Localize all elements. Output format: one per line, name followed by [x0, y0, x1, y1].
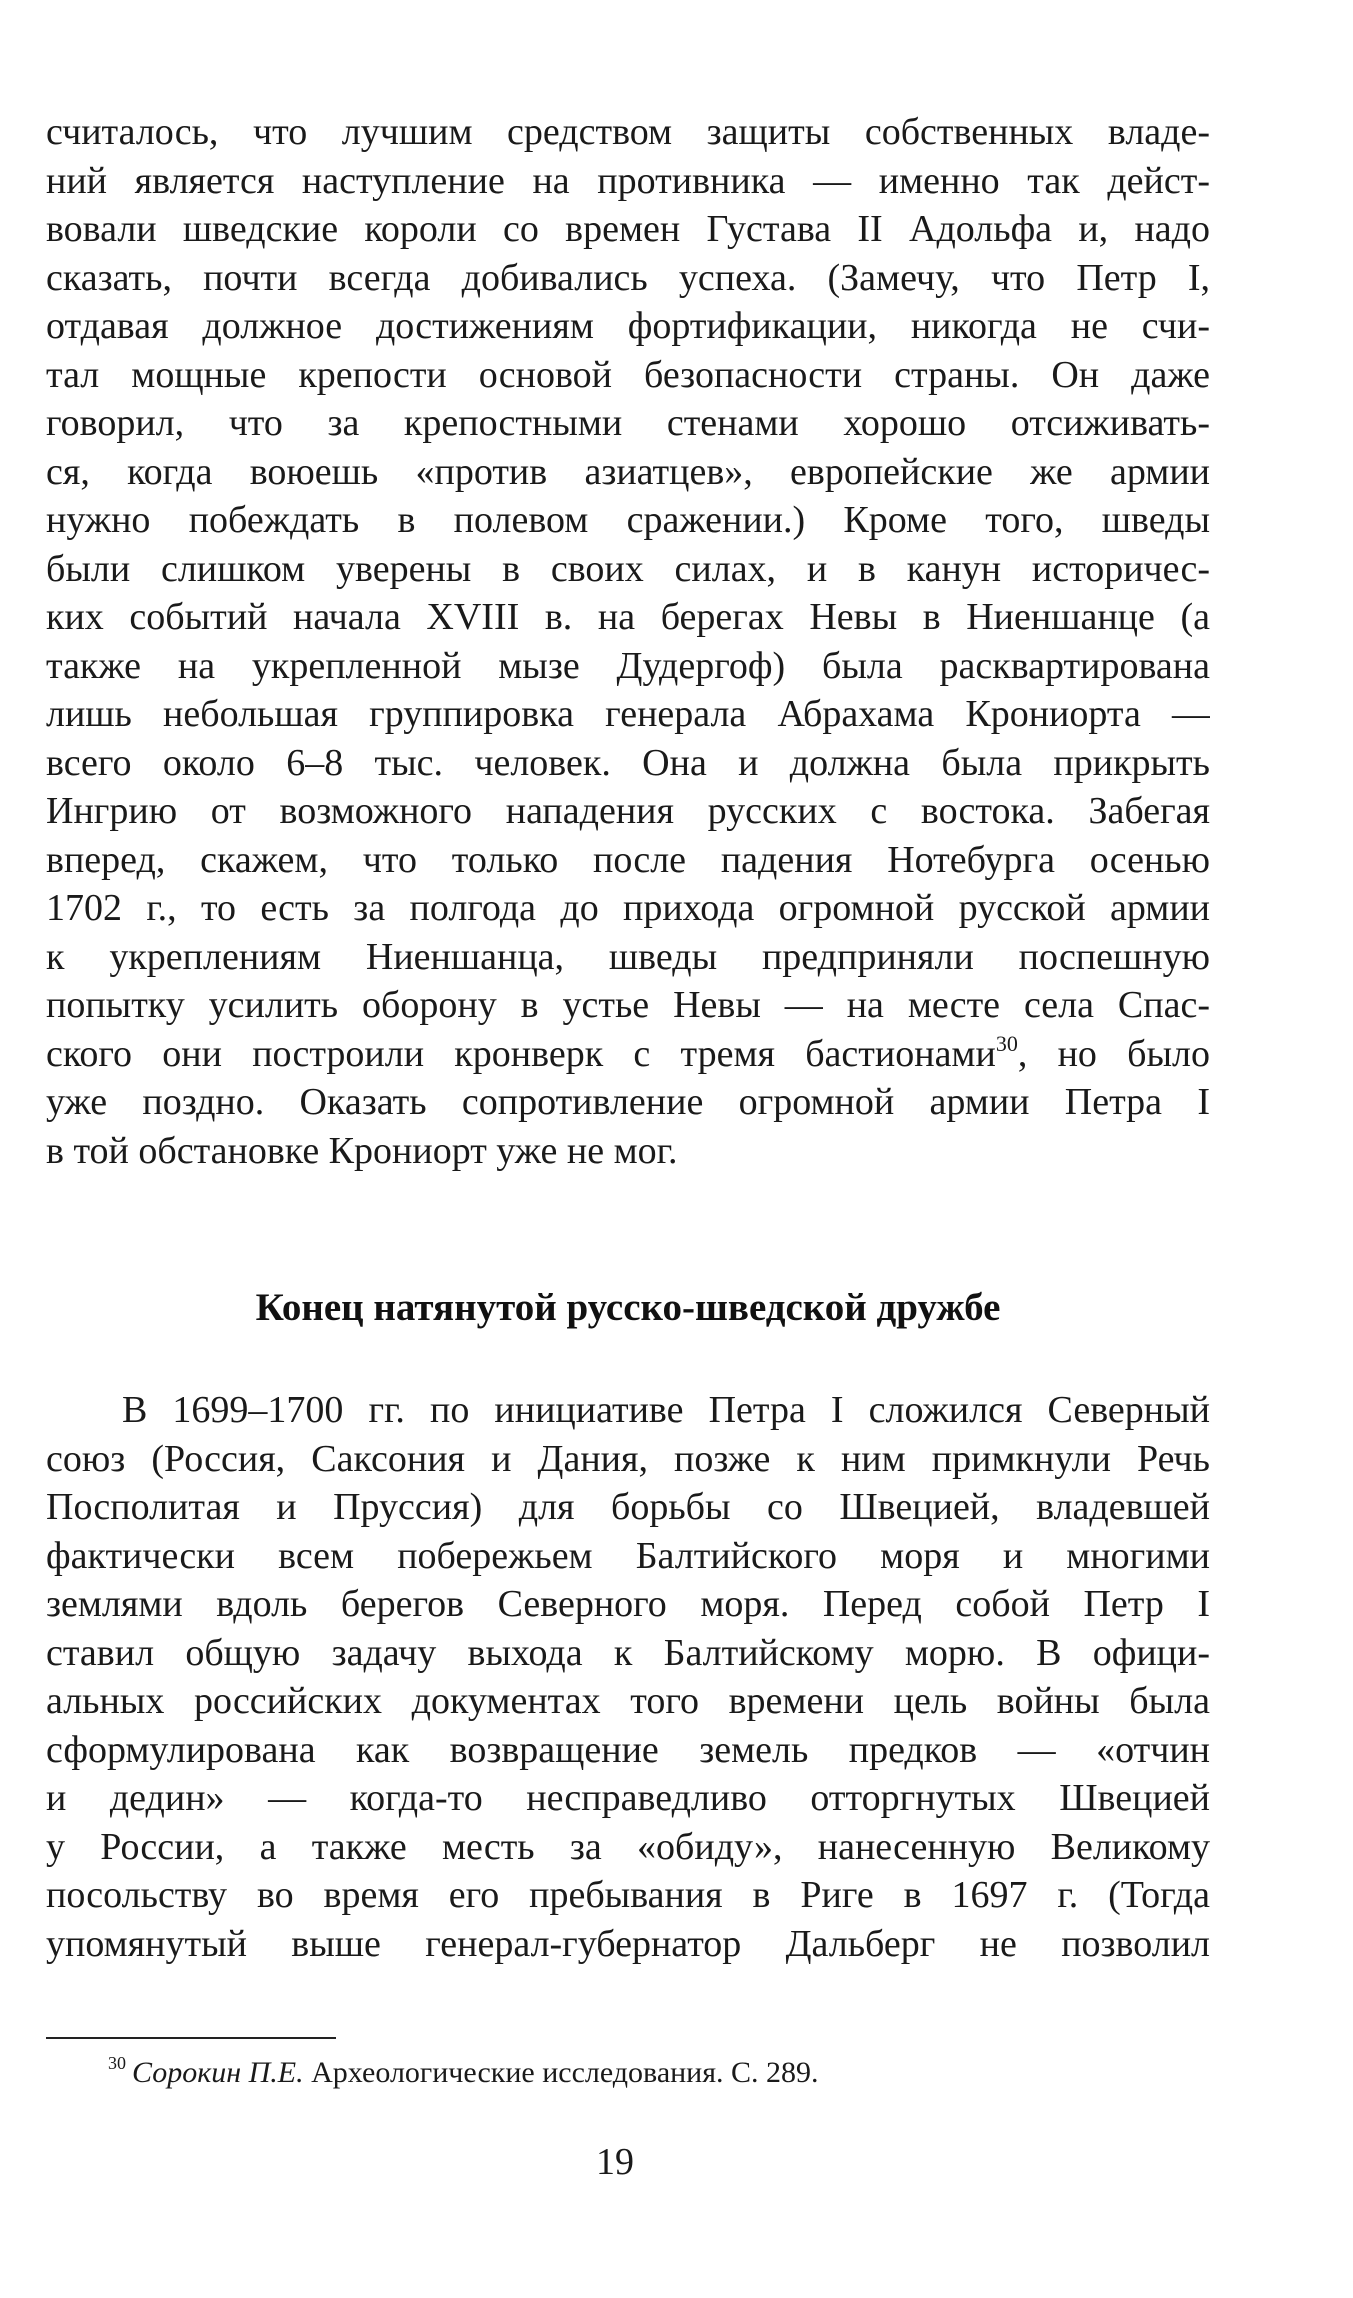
- text-line: вперед, скажем, что только после падения Нотебурга осенью: [46, 838, 1210, 881]
- paragraph-continued: [46, 108, 1210, 1175]
- text-line: говорил, что за крепостными стенами хорошо отсиживать-: [46, 402, 1210, 444]
- text-line: лишь небольшая группировка генерала Абрахама Крониорта —: [46, 693, 1210, 735]
- footnote-text: Археологические исследования. С. 289.: [303, 2056, 819, 2089]
- text-line: посольству во время его пребывания в Риге в 1697 г. (Тогда: [46, 1874, 1210, 1916]
- text-line: тал мощные крепости основой безопасности страны. Он даже: [46, 353, 1210, 396]
- text-line: попытку усилить оборону в устье Невы — на месте села Спас-: [46, 984, 1210, 1026]
- text-line: упомянутый выше генерал-губернатор Дальберг не позволил: [46, 1922, 1210, 1965]
- text-line-with-footnote-ref: [46, 1030, 1210, 1079]
- text-line: также на укрепленной мызе Дудергоф) была расквартирована: [46, 644, 1210, 687]
- text-line: и дедин» — когда-то несправедливо отторгнутых Швецией: [46, 1777, 1210, 1819]
- text-segment: , но было: [1017, 1032, 1210, 1075]
- text-line: к укреплениям Ниеншанца, шведы предприняли поспешную: [46, 935, 1210, 978]
- text-line: 1702 г., то есть за полгода до прихода огромной русской армии: [46, 887, 1210, 929]
- text-line: альных российских документах того времени цель войны была: [46, 1680, 1210, 1722]
- text-line: были слишком уверены в своих силах, и в канун историчес-: [46, 547, 1210, 590]
- text-line: сказать, почти всегда добивались успеха. (Замечу, что Петр I,: [46, 256, 1210, 299]
- text-line: уже поздно. Оказать сопротивление огромной армии Петра I: [46, 1081, 1210, 1123]
- text-line: ких событий начала XVIII в. на берегах Невы в Ниеншанце (а: [46, 596, 1210, 638]
- text-line: считалось, что лучшим средством защиты собственных владе-: [46, 111, 1210, 153]
- footnote-reference[interactable]: 30: [995, 1030, 1018, 1056]
- paragraph: [46, 1386, 1210, 1968]
- footnote: [108, 2054, 819, 2092]
- text-line: ний является наступление на противника — именно так дейст-: [46, 159, 1210, 202]
- text-line: у России, а также месть за «обиду», нанесенную Великому: [46, 1825, 1210, 1868]
- text-line: отдавая должное достижениям фортификации, никогда не счи-: [46, 305, 1210, 347]
- footnote-marker: 30: [108, 2053, 126, 2073]
- text-line: в той обстановке Крониорт уже не мог.: [46, 1129, 678, 1172]
- page-number: 19: [596, 2141, 634, 2183]
- text-segment: ского они построили кронверк с тремя бастионами: [46, 1032, 996, 1075]
- text-line: ся, когда воюешь «против азиатцев», европейские же армии: [46, 450, 1210, 493]
- text-line: союз (Россия, Саксония и Дания, позже к ним примкнули Речь: [46, 1437, 1210, 1480]
- text-line: В 1699–1700 гг. по инициативе Петра I сложился Северный: [122, 1389, 1210, 1431]
- text-line: ставил общую задачу выхода к Балтийскому морю. В офици-: [46, 1631, 1210, 1674]
- text-line: Посполитая и Пруссия) для борьбы со Швецией, владевшей: [46, 1486, 1210, 1528]
- text-line: фактически всем побережьем Балтийского моря и многими: [46, 1534, 1210, 1577]
- text-line: Ингрию от возможного нападения русских с востока. Забегая: [46, 790, 1210, 832]
- text-line: всего около 6–8 тыс. человек. Она и должна была прикрыть: [46, 741, 1210, 784]
- footnote-author: Сорокин П.Е.: [132, 2056, 304, 2089]
- section-heading: Конец натянутой русско-шведской дружбе: [255, 1286, 1001, 1329]
- text-line: сформулирована как возвращение земель предков — «отчин: [46, 1728, 1210, 1771]
- footnote-divider: [46, 2037, 336, 2039]
- text-line: вовали шведские короли со времен Густава II Адольфа и, надо: [46, 208, 1210, 250]
- text-line: землями вдоль берегов Северного моря. Перед собой Петр I: [46, 1583, 1210, 1625]
- text-line: нужно побеждать в полевом сражении.) Кроме того, шведы: [46, 499, 1210, 541]
